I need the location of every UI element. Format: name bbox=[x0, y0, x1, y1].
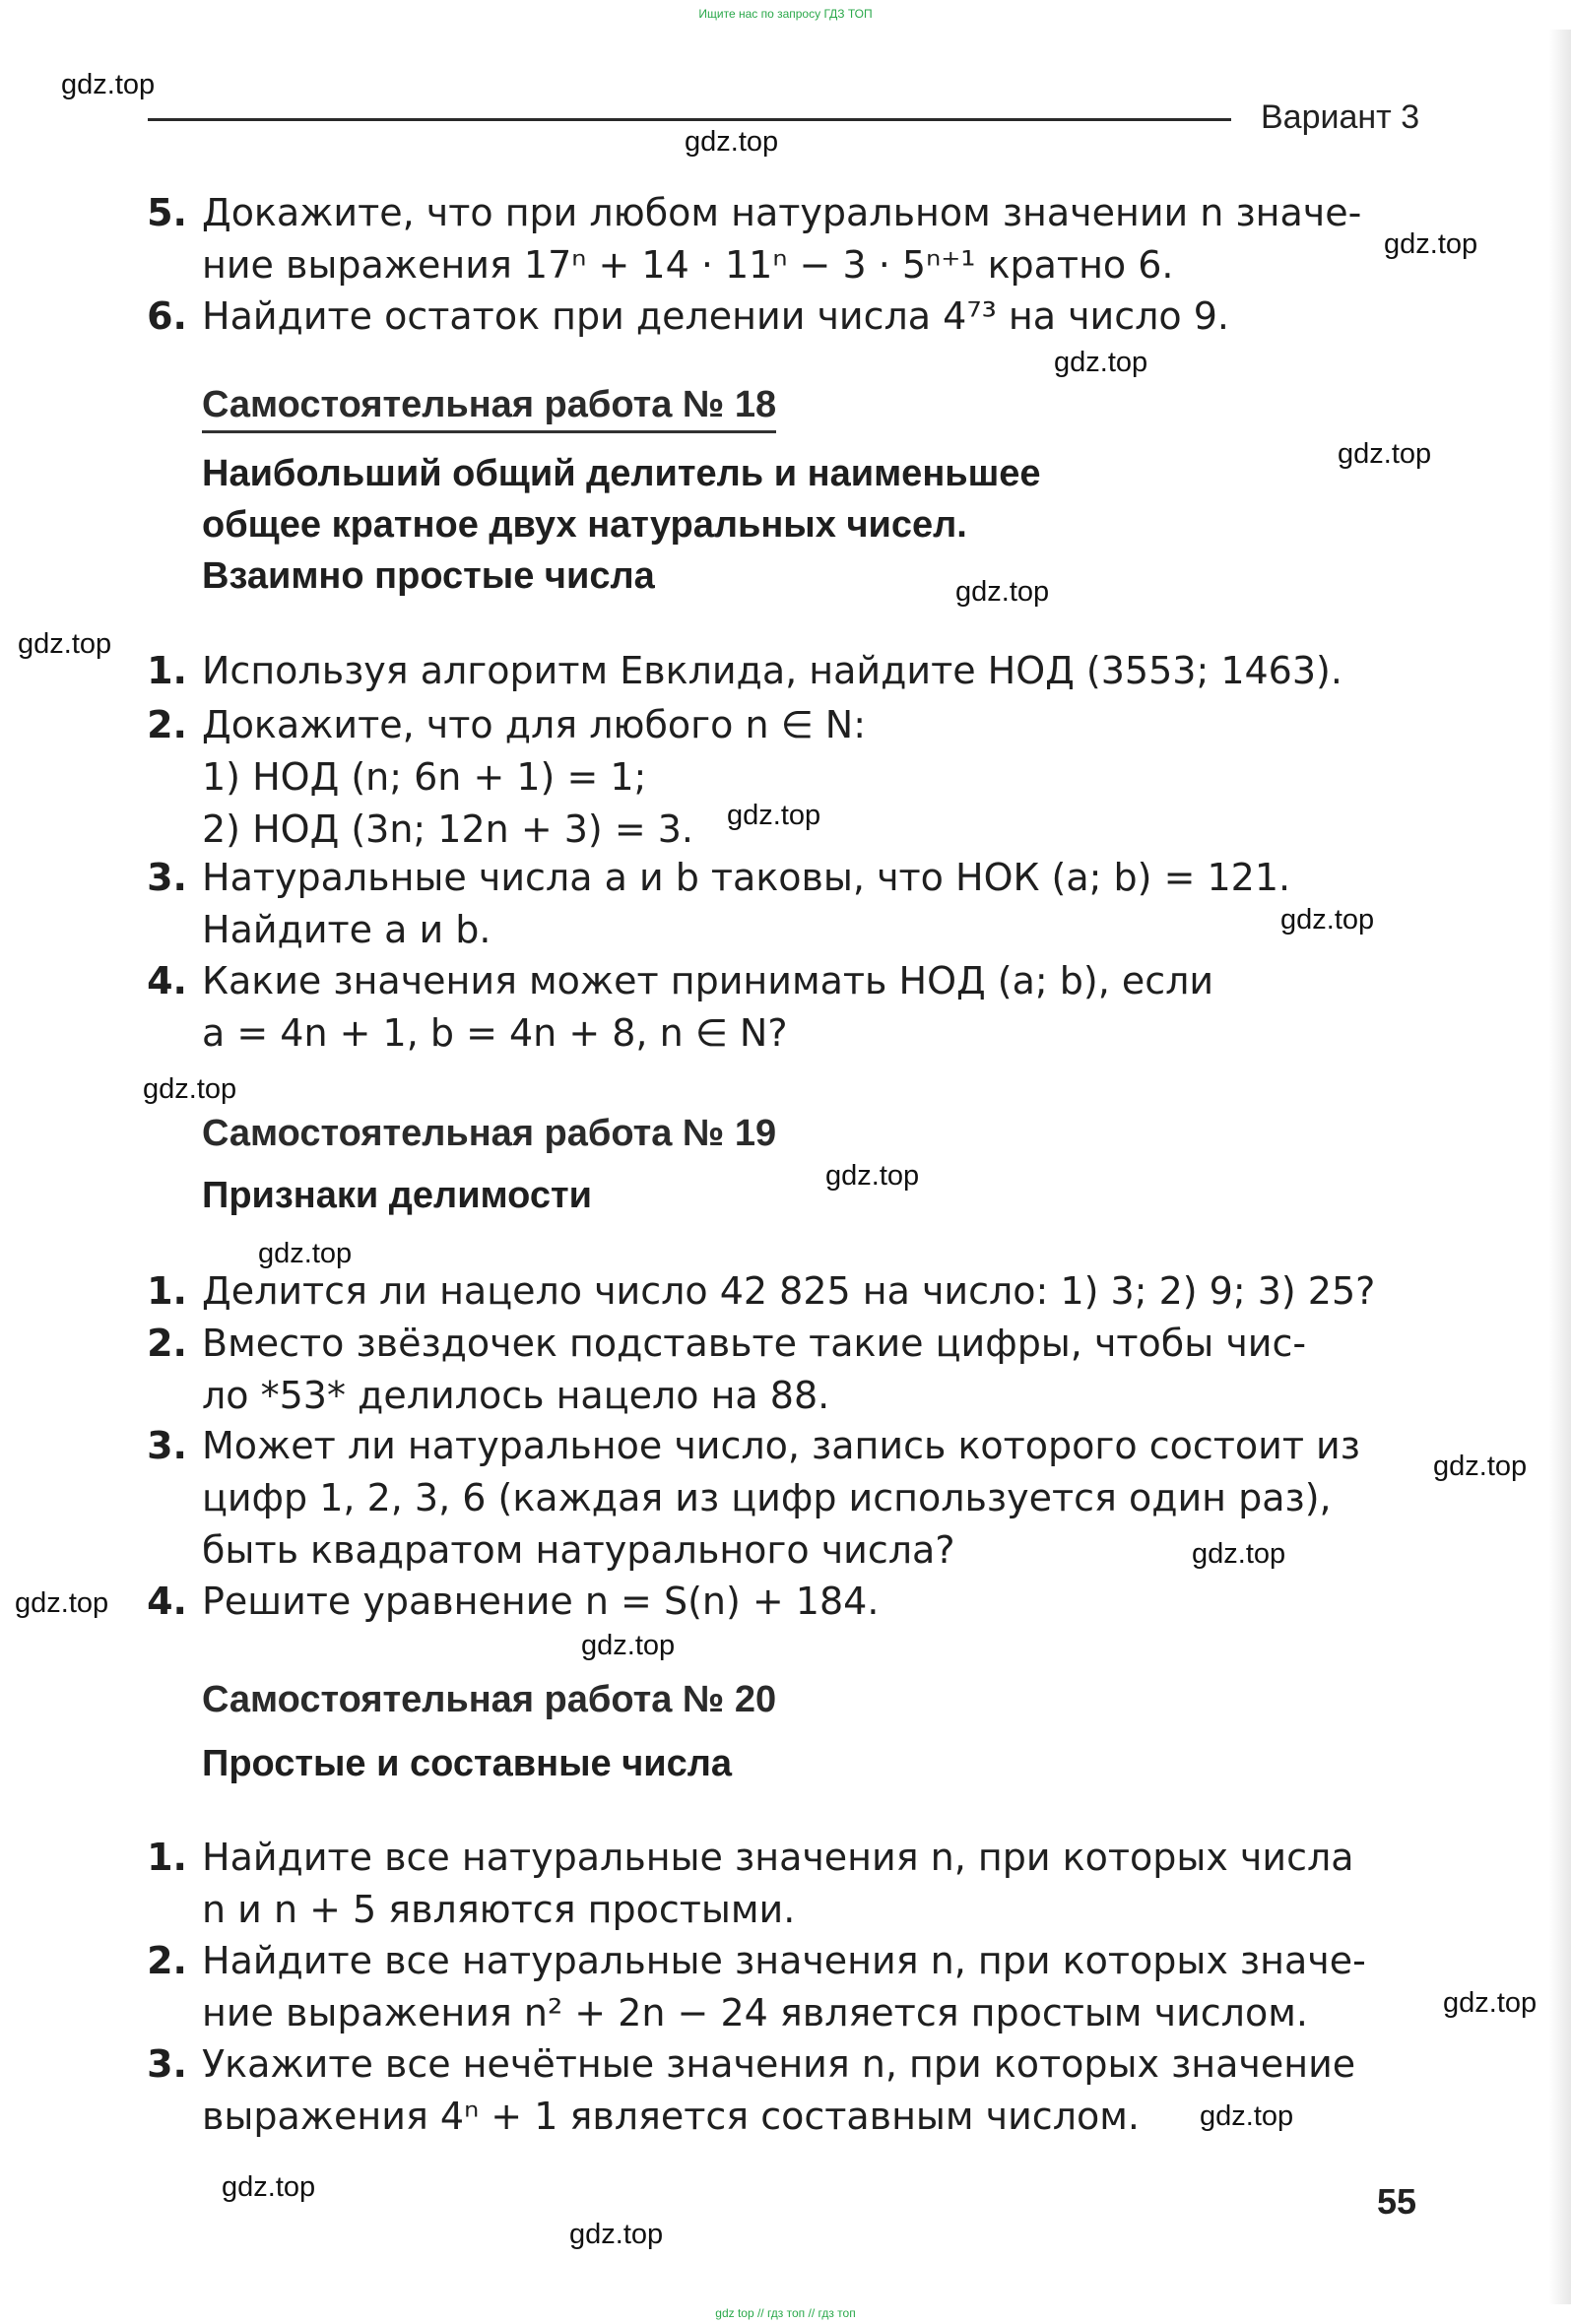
section-title-19: Самостоятельная работа № 19 bbox=[202, 1113, 777, 1154]
subtitle-line: Признаки делимости bbox=[202, 1175, 592, 1216]
watermark: gdz.top bbox=[1443, 1987, 1538, 2019]
problem-line: Вместо звёздочек подставьте такие цифры, чтобы чис- bbox=[202, 1322, 1307, 1365]
problem-number: 1. bbox=[147, 649, 187, 692]
problem-line: Укажите все нечётные значения n, при которых значение bbox=[202, 2042, 1356, 2086]
section-title-18: Самостоятельная работа № 18 bbox=[202, 384, 776, 433]
problem-line: 2) НОД (3n; 12n + 3) = 3. bbox=[202, 807, 693, 851]
problem-line: Докажите, что при любом натуральном значении n значе- bbox=[202, 191, 1362, 234]
footer-banner: gdz top // гдз топ // гдз топ bbox=[715, 2306, 856, 2320]
problem-number: 1. bbox=[147, 1836, 187, 1879]
problem-number: 1. bbox=[147, 1269, 187, 1313]
section-subtitle-18 bbox=[202, 448, 1041, 602]
watermark: gdz.top bbox=[15, 1587, 109, 1619]
watermark: gdz.top bbox=[61, 69, 156, 100]
watermark: gdz.top bbox=[258, 1238, 353, 1269]
page-number: 55 bbox=[1377, 2181, 1417, 2222]
problem-line: ло *53* делилось нацело на 88. bbox=[202, 1374, 830, 1417]
problem-line: n и n + 5 являются простыми. bbox=[202, 1888, 796, 1931]
problem-line: 1) НОД (n; 6n + 1) = 1; bbox=[202, 755, 647, 799]
watermark: gdz.top bbox=[581, 1630, 676, 1661]
problem-line: Найдите остаток при делении числа 4⁷³ на число 9. bbox=[202, 294, 1230, 338]
watermark: gdz.top bbox=[222, 2171, 316, 2203]
problem-line: быть квадратом натурального числа? bbox=[202, 1528, 955, 1572]
problem-number: 4. bbox=[147, 1580, 187, 1623]
header-rule bbox=[148, 118, 1231, 121]
problem-line: выражения 4ⁿ + 1 является составным числом. bbox=[202, 2095, 1140, 2138]
problem-line: Найдите все натуральные значения n, при которых значе- bbox=[202, 1939, 1366, 1982]
watermark: gdz.top bbox=[1433, 1451, 1528, 1482]
problem-line: Решите уравнение n = S(n) + 184. bbox=[202, 1580, 880, 1623]
watermark: gdz.top bbox=[1280, 904, 1375, 936]
watermark: gdz.top bbox=[955, 576, 1050, 608]
section-subtitle-19 bbox=[202, 1170, 592, 1221]
subtitle-line: общее кратное двух натуральных чисел. bbox=[202, 504, 967, 546]
problem-number: 3. bbox=[147, 1424, 187, 1467]
watermark: gdz.top bbox=[1338, 438, 1432, 470]
section-title-20: Самостоятельная работа № 20 bbox=[202, 1679, 777, 1720]
subtitle-line: Взаимно простые числа bbox=[202, 555, 655, 597]
watermark: gdz.top bbox=[143, 1073, 237, 1105]
problem-line: ние выражения n² + 2n − 24 является простым числом. bbox=[202, 1991, 1308, 2034]
top-banner: Ищите нас по запросу ГДЗ ТОП bbox=[698, 7, 873, 21]
problem-number: 3. bbox=[147, 2042, 187, 2086]
subtitle-line: Наибольший общий делитель и наименьшее bbox=[202, 453, 1041, 494]
watermark: gdz.top bbox=[569, 2219, 664, 2250]
subtitle-line: Простые и составные числа bbox=[202, 1743, 733, 1784]
problem-line: Какие значения может принимать НОД (a; b), если bbox=[202, 959, 1214, 1002]
problem-line: цифр 1, 2, 3, 6 (каждая из цифр используется один раз), bbox=[202, 1476, 1332, 1519]
problem-number: 5. bbox=[147, 191, 187, 234]
problem-number: 2. bbox=[147, 703, 187, 746]
problem-line: Может ли натуральное число, запись которого состоит из bbox=[202, 1424, 1360, 1467]
section-subtitle-20 bbox=[202, 1738, 732, 1789]
problem-number: 3. bbox=[147, 856, 187, 899]
watermark: gdz.top bbox=[1200, 2100, 1294, 2132]
watermark: gdz.top bbox=[727, 800, 821, 831]
problem-line: Найдите все натуральные значения n, при которых числа bbox=[202, 1836, 1354, 1879]
problem-line: Натуральные числа a и b таковы, что НОК (a; b) = 121. bbox=[202, 856, 1291, 899]
watermark: gdz.top bbox=[825, 1160, 920, 1192]
problem-line: Используя алгоритм Евклида, найдите НОД (3553; 1463). bbox=[202, 649, 1342, 692]
problem-line: Делится ли нацело число 42 825 на число: 1) 3; 2) 9; 3) 25? bbox=[202, 1269, 1376, 1313]
problem-number: 4. bbox=[147, 959, 187, 1002]
watermark: gdz.top bbox=[685, 126, 779, 158]
watermark: gdz.top bbox=[1192, 1538, 1286, 1570]
problem-line: ние выражения 17ⁿ + 14 · 11ⁿ − 3 · 5ⁿ⁺¹ кратно 6. bbox=[202, 243, 1174, 287]
problem-number: 6. bbox=[147, 294, 187, 338]
variant-label: Вариант 3 bbox=[1261, 98, 1420, 136]
problem-line: a = 4n + 1, b = 4n + 8, n ∈ N? bbox=[202, 1011, 788, 1055]
problem-number: 2. bbox=[147, 1322, 187, 1365]
watermark: gdz.top bbox=[1384, 228, 1478, 260]
problem-number: 2. bbox=[147, 1939, 187, 1982]
watermark: gdz.top bbox=[1054, 347, 1148, 378]
watermark: gdz.top bbox=[18, 628, 112, 660]
problem-line: Найдите a и b. bbox=[202, 908, 491, 951]
problem-line: Докажите, что для любого n ∈ N: bbox=[202, 703, 867, 746]
